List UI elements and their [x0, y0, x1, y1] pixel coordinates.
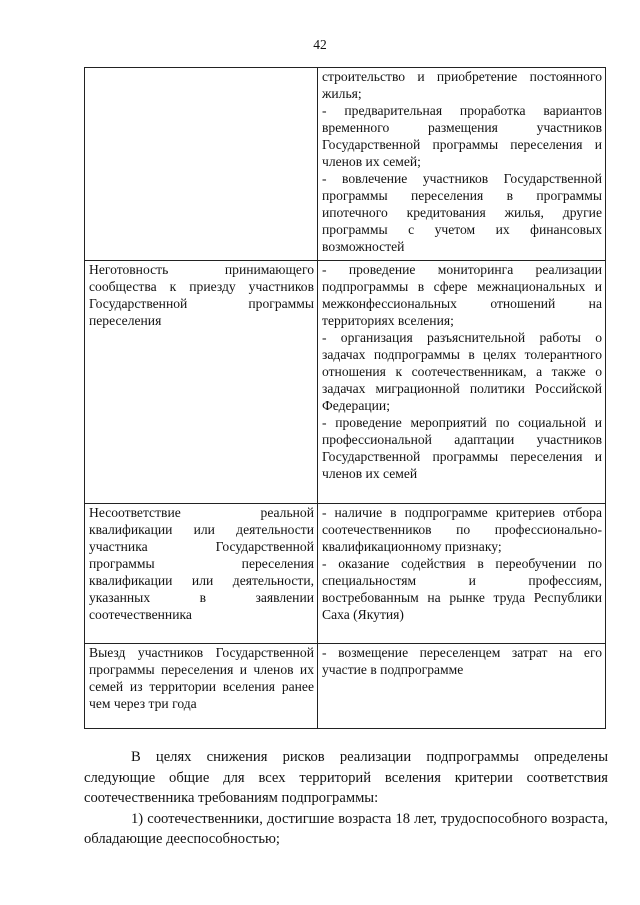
measures-cell: [318, 68, 606, 261]
measure-item: - проведение мониторинга реализации подпрограммы в сфере межнациональных и межконфессиональных отношений на территориях вселения;: [322, 262, 602, 328]
risk-measures-table: [84, 67, 606, 729]
measures-cell: [318, 261, 606, 504]
table-row: [85, 644, 606, 729]
measure-item: строительство и приобретение постоянного жилья;: [322, 69, 602, 101]
table-row: [85, 68, 606, 261]
table-row: [85, 504, 606, 644]
measures-cell: [318, 644, 606, 729]
risk-cell: Неготовность принимающего сообщества к приезду участников Государственной программы переселения: [85, 261, 318, 504]
measure-item: - проведение мероприятий по социальной и профессиональной адаптации участников Государственной программы переселения и членов их семей: [322, 415, 602, 481]
measure-item: - предварительная проработка вариантов временного размещения участников Государственной программы переселения и членов их семей;: [322, 103, 602, 169]
risk-cell: [85, 68, 318, 261]
paragraph: В целях снижения рисков реализации подпрограммы определены следующие общие для всех территорий вселения критерии соответствия соотечественника требованиям подпрограммы:: [84, 749, 608, 806]
risk-cell: Выезд участников Государственной программы переселения и членов их семей из территории вселения ранее чем через три года: [85, 644, 318, 729]
measure-item: - организация разъяснительной работы о задачах подпрограммы в целях толерантного отношения к соотечественникам, а также о задачах миграционной политики Российской Федерации;: [322, 330, 602, 413]
measure-item: - вовлечение участников Государственной программы переселения в программы ипотечного кредитования жилья, другие программы с учетом их финансовых возможностей: [322, 171, 602, 254]
body-text: [84, 747, 608, 850]
measure-item: - оказание содействия в переобучении по специальностям и профессиям, востребованным на рынке труда Республики Саха (Якутия): [322, 556, 602, 622]
risk-cell: Несоответствие реальной квалификации или деятельности участника Государственной программы переселения квалификации или деятельности, указанных в заявлении соотечественника: [85, 504, 318, 644]
measure-item: - возмещение переселенцем затрат на его участие в подпрограмме: [322, 645, 602, 677]
paragraph: 1) соотечественники, достигшие возраста 18 лет, трудоспособного возраста, обладающие дееспособностью;: [84, 810, 608, 847]
page-number: 42: [313, 37, 327, 52]
table-row: [85, 261, 606, 504]
measure-item: - наличие в подпрограмме критериев отбора соотечественников по профессионально-квалификационному признаку;: [322, 505, 602, 554]
measures-cell: [318, 504, 606, 644]
